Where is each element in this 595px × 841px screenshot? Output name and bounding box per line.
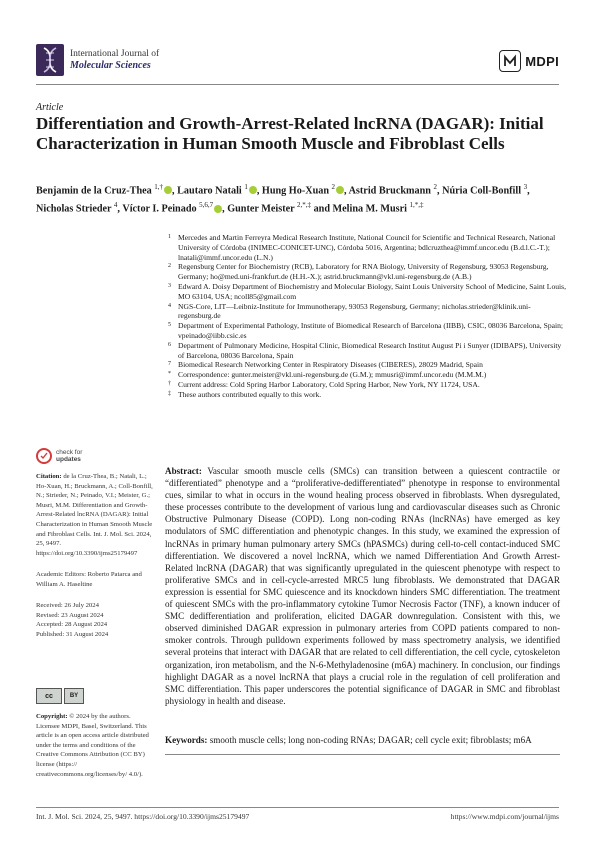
affiliation-text: Correspondence: gunter.meister@vkl.uni-regensburg.de (G.M.); mmusri@immf.uncor.edu (M.M.M.) <box>178 370 487 380</box>
orcid-icon[interactable] <box>249 186 257 194</box>
publisher-name: MDPI <box>525 53 559 69</box>
footer-journal-link[interactable]: https://www.mdpi.com/journal/ijms <box>450 812 559 821</box>
check-updates-icon <box>36 448 52 464</box>
journal-logo <box>36 44 64 76</box>
header-divider <box>36 84 559 85</box>
affiliation-item <box>168 370 568 380</box>
affiliation-text: Department of Pulmonary Medicine, Hospital Clinic, Biomedical Research Institut August Pi i Sunyer (IDIBAPS), University of Barcelona, 08036 Barcelona, Spain <box>178 340 562 360</box>
author-separator: and <box>311 203 333 215</box>
article-title <box>36 114 561 153</box>
article-title-text: Differentiation and Growth-Arrest-Related lncRNA (DAGAR): Initial Characterization in Human Smooth Muscle and Fibroblast Cells <box>36 114 544 153</box>
check-for-updates-button[interactable] <box>36 448 82 464</box>
affiliation-text: Biomedical Research Networking Center in Respiratory Diseases (CIBERES), 28029 Madrid, Spain <box>178 360 483 370</box>
affiliation-marker: * <box>168 371 171 378</box>
author-affiliation-marker: 5,6,7 <box>199 201 214 210</box>
by-icon: BY <box>64 688 84 704</box>
date-item: Published: 31 August 2024 <box>36 630 109 638</box>
author-separator: , <box>344 185 349 197</box>
orcid-icon[interactable] <box>164 186 172 194</box>
citation-text: de la Cruz-Thea, B.; Natali, L.; Ho-Xuan, H.; Bruckmann, A.; Coll-Bonfill, N.; Strieder, N.; Peinado, V.I.; Meister, G.; Musri, M.M. Differentiation and Growth-Arrest-Related lncRNA (DAGAR): Initial Characterization in Human Smooth Muscle and Fibroblast Cells. Int. J. Mol. Sci. 2024, 25, 9497. https://doi.org/10.3390/ijms25179497 <box>36 473 153 557</box>
author-name: Núria Coll-Bonfill <box>442 185 524 197</box>
author-separator: , <box>172 185 178 197</box>
author-affiliation-marker: 1,† <box>154 183 164 191</box>
author-name: Nicholas Strieder <box>36 203 114 215</box>
affiliation-item <box>168 233 568 262</box>
copyright-label: Copyright: <box>36 713 68 720</box>
author-affiliation-marker: 1 <box>244 183 248 191</box>
journal-name-line2: Molecular Sciences <box>70 60 151 71</box>
author-list <box>36 180 566 217</box>
affiliation-marker: ‡ <box>168 390 171 397</box>
affiliation-item <box>168 390 568 400</box>
affiliation-marker: 1 <box>168 234 171 240</box>
affiliation-item <box>168 282 568 302</box>
affiliation-text: Edward A. Doisy Department of Biochemistry and Molecular Biology, Saint Louis University School of Medicine, Saint Louis, MO 63104, USA; ncoll85@gmail.com <box>178 281 566 301</box>
affiliation-item <box>168 341 568 361</box>
affiliation-text: Mercedes and Martin Ferreyra Medical Research Institute, National Council for Scientific and Technical Research, National University of Córdoba (INIMEC-CONICET-UNC), Córdoba 5016, Argentina; bdlcruzthea@immf.uncor.edu (B.d.l.C.-T.); lnatali@immf.uncor.edu (L.N.) <box>178 233 556 262</box>
affiliation-marker: 7 <box>168 361 171 368</box>
publisher-logo <box>499 50 559 72</box>
journal-name-line1: International Journal of <box>70 49 160 59</box>
author-affiliation-marker: 1,*,‡ <box>409 201 424 210</box>
affiliation-item <box>168 380 568 390</box>
author-separator: , <box>256 185 262 197</box>
citation-label: Citation: <box>36 473 62 480</box>
cc-icon: cc <box>36 688 62 704</box>
copyright-text: © 2024 by the authors. Licensee MDPI, Basel, Switzerland. This article is an open access article distributed under the terms and conditions of the Creative Commons Attribution (CC BY) license (https:// creativecommons.org/licenses/by/ 4.0/). <box>36 713 149 778</box>
footer-divider <box>36 807 559 808</box>
license-badge[interactable] <box>36 688 84 704</box>
author-name: Benjamin de la Cruz-Thea <box>36 185 155 197</box>
footer-citation: Int. J. Mol. Sci. 2024, 25, 9497. https://doi.org/10.3390/ijms25179497 <box>36 812 250 821</box>
affiliation-text: These authors contributed equally to this work. <box>178 389 322 399</box>
affiliation-marker: 6 <box>168 341 171 348</box>
author-affiliation-marker: 2 <box>433 183 437 191</box>
copyright-block <box>36 712 154 779</box>
affiliation-text: Regensburg Center for Biochemistry (RCB), Laboratory for RNA Biology, University of Regensburg, 93053 Regensburg, Germany; ho@med.uni-frankfurt.de (H.H.-X.); astrid.bruckmann@vkl.uni-regensburg.de (A.B.) <box>178 262 549 282</box>
citation-block <box>36 472 154 558</box>
affiliation-item <box>168 302 568 322</box>
affiliation-item <box>168 262 568 282</box>
affiliation-marker: 2 <box>168 263 171 270</box>
mdpi-mark-icon <box>499 50 521 72</box>
date-item: Revised: 23 August 2024 <box>36 611 104 619</box>
affiliation-marker: † <box>168 380 171 387</box>
keywords-divider <box>165 754 560 755</box>
affiliation-marker: 3 <box>168 282 171 289</box>
journal-name <box>70 48 159 72</box>
affiliations <box>168 233 568 400</box>
date-item: Accepted: 28 August 2024 <box>36 621 108 629</box>
author-separator: , <box>222 203 228 215</box>
author-name: Gunter Meister <box>227 203 298 215</box>
check-updates-line2: updates <box>56 456 81 463</box>
author-name: Lautaro Natali <box>177 185 245 197</box>
abstract <box>165 465 560 707</box>
abstract-text: Vascular smooth muscle cells (SMCs) can transition between a quiescent contractile or “differentiated” phenotype and a “proliferative-dedifferentiated” phenotype in response to environmental cues, similar to what in occurs in the wound healing process observed in fibroblasts. When dysregulated, these processes contribute to the development of various lung and cardiovascular diseases such as Chronic Obstructive Pulmonary Disease (COPD). Long non-coding RNAs (lncRNAs) have emerged as key modulators of SMC differentiation and phenotypic changes. In this study, we examined the expression of lncRNAs in primary human pulmonary artery SMCs (hPASMCs) during cell-to-cell contact-induced SMC differentiation. We discovered a novel lncRNA, which we named Differentiation And Growth Arrest-Related lncRNA (DAGAR) that was significantly upregulated in the quiescent phenotype with respect to proliferative SMCs and in cell-cycle-arrested MRC5 lung fibroblasts. We demonstrated that DAGAR expression is essential for SMC quiescence and its knockdown hinders SMC differentiation. The treatment of quiescent SMCs with the pro-inflammatory cytokine Tumor Necrosis Factor (TNF), a known inducer of SMC dedifferentiation and proliferation, elicited DAGAR downregulation. Consistent with this, we observed diminished DAGAR expression in pulmonary arteries from COPD patients compared to non-smoker controls. Through pulldown experiments followed by mass spectrometry analysis, we identified several proteins that interact with DAGAR that are related to cell differentiation, the cell cycle, cytoskeleton organization, iron metabolism, and the N-6-Methyladenosine (m6A) machinery. In conclusion, our findings highlight DAGAR as a novel lncRNA that plays a crucial role in the regulation of cell proliferation and SMC differentiation. This paper underscores the potential significance of DAGAR in SMC and fibroblast physiology in health and disease. <box>165 466 560 706</box>
date-item: Received: 26 July 2024 <box>36 602 99 609</box>
academic-editors: Academic Editors: Roberto Patarca and William A. Haseltine <box>36 571 142 588</box>
author-name: Hung Ho-Xuan <box>261 185 332 197</box>
keywords <box>165 734 560 746</box>
abstract-label: Abstract: <box>165 466 202 476</box>
keywords-label: Keywords: <box>165 735 208 745</box>
affiliation-marker: 5 <box>168 322 171 329</box>
author-affiliation-marker: 4 <box>113 201 118 210</box>
affiliation-text: Department of Experimental Pathology, Institute of Biomedical Research of Barcelona (IIBB), CSIC, 08036 Barcelona, Spain; vpeinado@iibb.csic.es <box>178 321 564 340</box>
author-separator: , <box>437 185 443 197</box>
author-name: Melina M. Musri <box>332 203 410 215</box>
affiliation-text: Current address: Cold Spring Harbor Laboratory, Cold Spring Harbor, New York, NY 11724, USA. <box>178 379 480 389</box>
author-name: Astrid Bruckmann <box>348 185 434 197</box>
author-affiliation-marker: 2 <box>331 183 336 191</box>
author-separator: , <box>527 185 530 197</box>
affiliation-item <box>168 360 568 370</box>
affiliation-item <box>168 321 568 341</box>
affiliation-marker: 4 <box>168 302 171 309</box>
keywords-text: smooth muscle cells; long non-coding RNAs; DAGAR; cell cycle exit; fibroblasts; m6A <box>209 735 532 745</box>
author-name: Víctor I. Peinado <box>122 203 200 215</box>
author-separator: , <box>117 203 123 215</box>
orcid-icon[interactable] <box>336 186 344 194</box>
author-affiliation-marker: 2,*,‡ <box>297 201 312 210</box>
dates-block <box>36 601 154 639</box>
affiliation-text: NGS-Core, LIT—Leibniz-Institute for Immunotherapy, 93053 Regensburg, Germany; nicholas.strieder@klinik.uni-regensburg.de <box>178 301 531 321</box>
author-affiliation-marker: 3 <box>523 183 528 191</box>
dna-icon <box>36 44 64 76</box>
article-type: Article <box>36 102 64 113</box>
orcid-icon[interactable] <box>214 205 222 213</box>
check-updates-line1: check for <box>56 449 83 456</box>
